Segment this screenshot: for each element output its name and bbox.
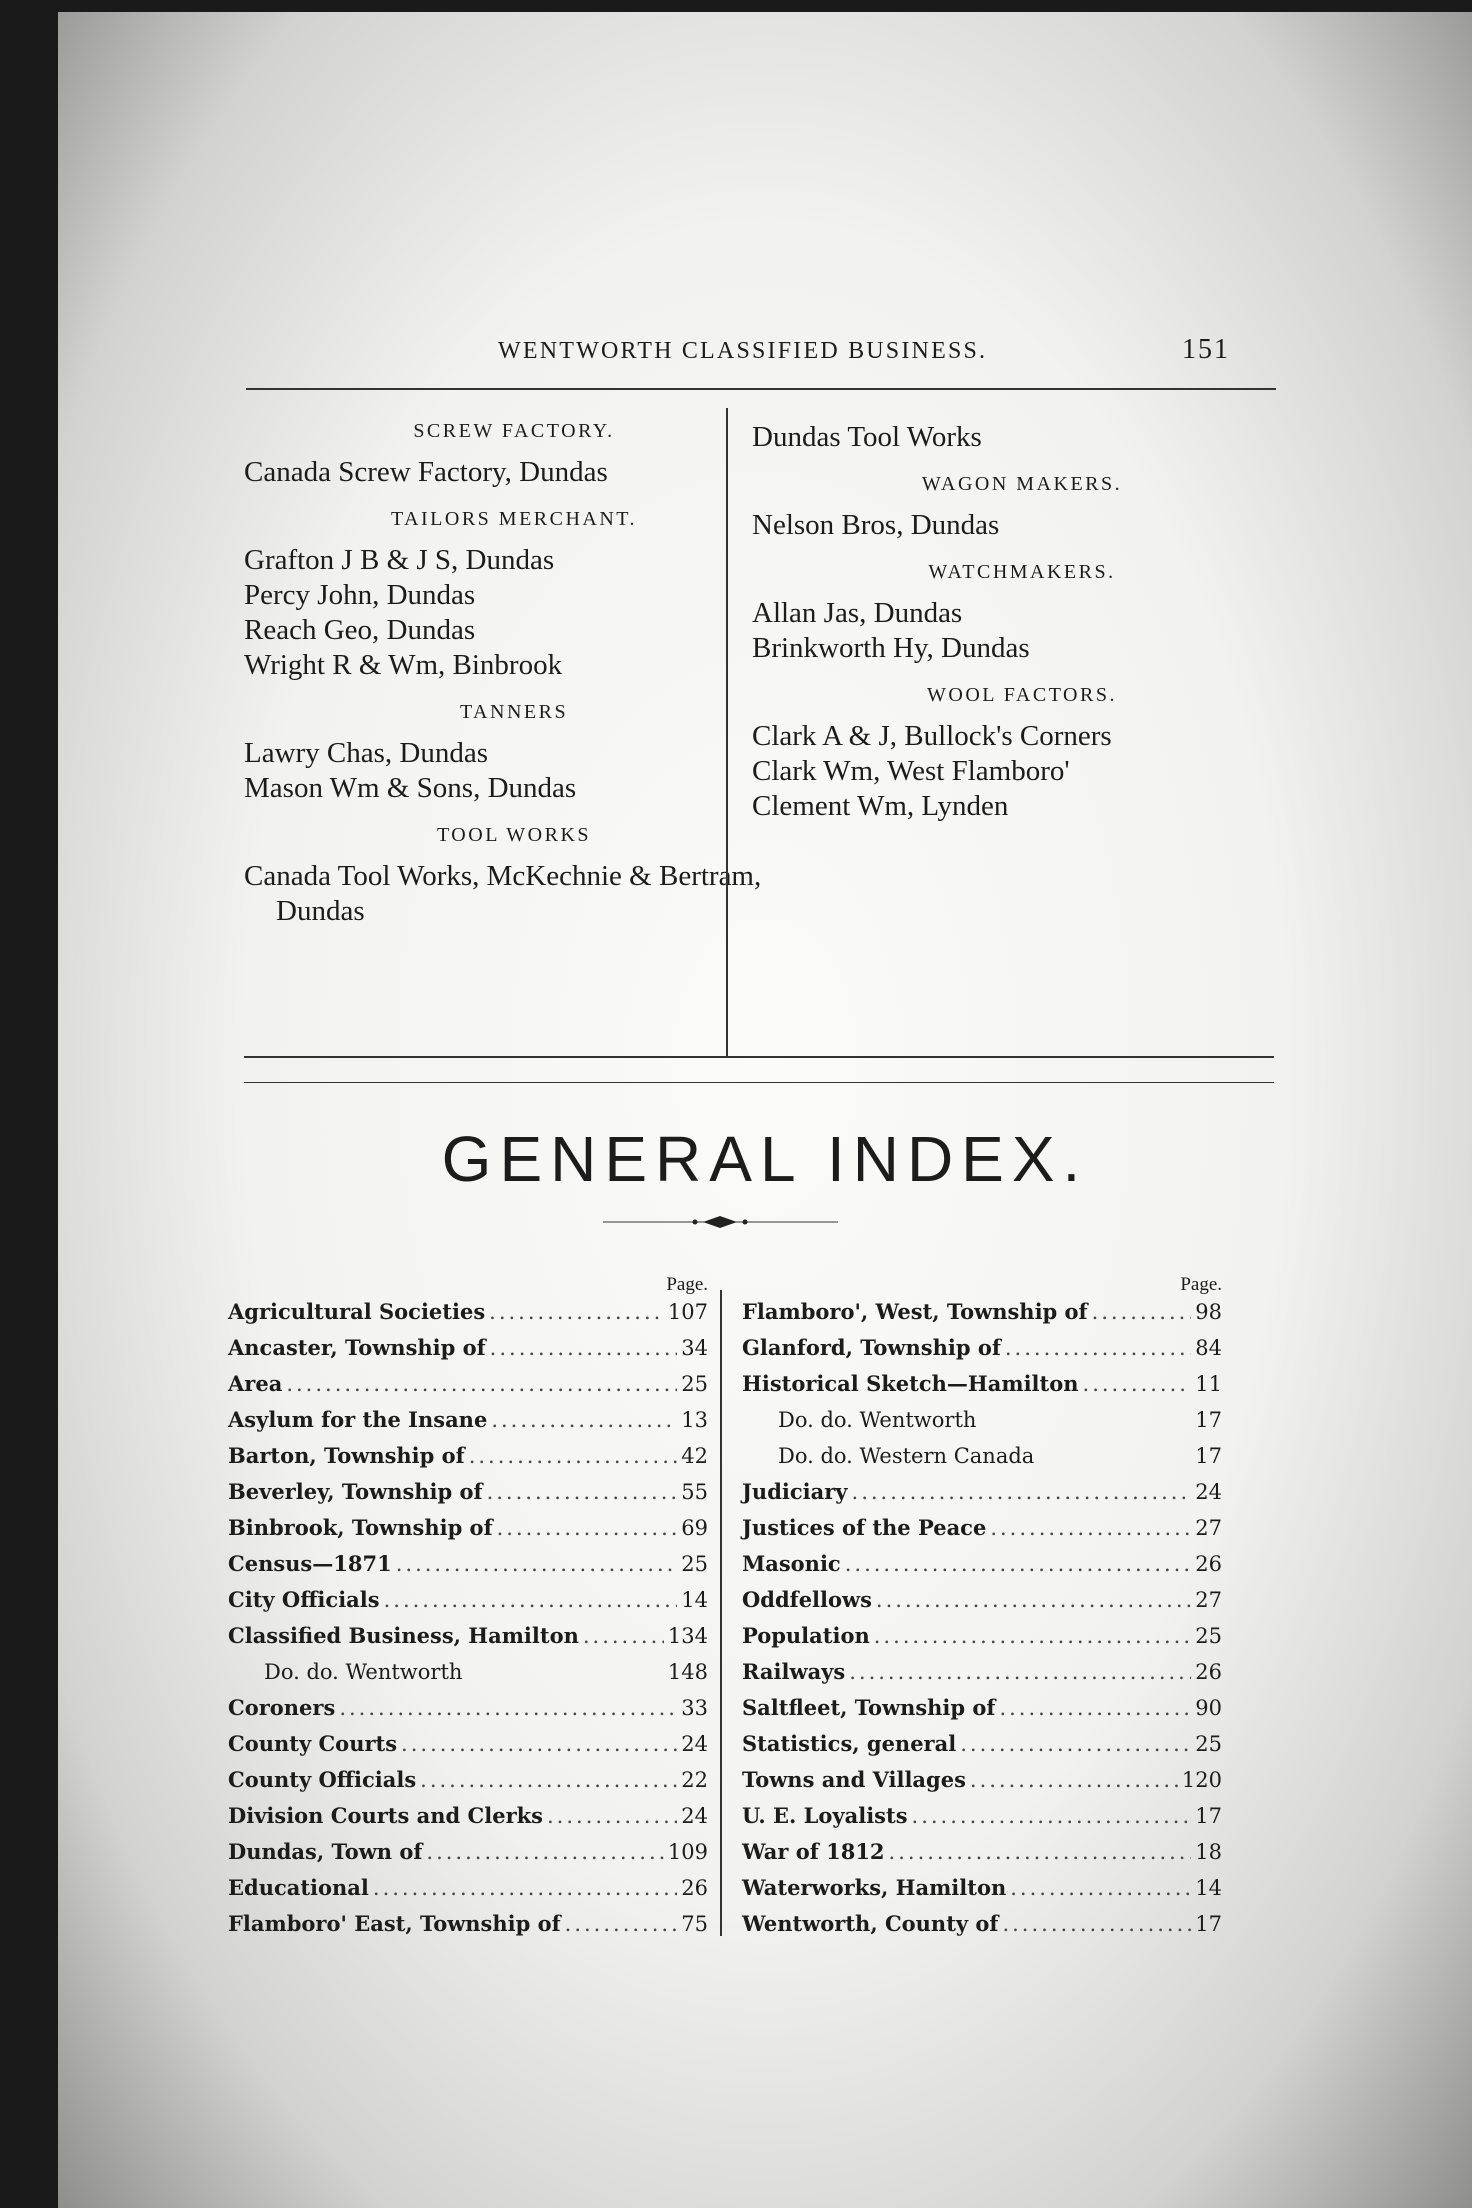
index-entry-label: Waterworks, Hamilton bbox=[742, 1875, 1007, 1900]
book-page bbox=[58, 12, 1472, 2208]
index-entry-label: Statistics, general bbox=[742, 1731, 957, 1756]
dot-leader bbox=[426, 1834, 664, 1870]
business-column-left bbox=[244, 420, 784, 929]
index-entry-label: Flamboro' East, Township of bbox=[228, 1911, 561, 1936]
dot-leader bbox=[960, 1726, 1191, 1762]
index-entry-label: Glanford, Township of bbox=[742, 1335, 1001, 1360]
index-entry-page: 14 bbox=[1195, 1876, 1222, 1900]
dot-leader bbox=[489, 1294, 664, 1330]
index-entry bbox=[228, 1906, 708, 1942]
index-entry-page: 14 bbox=[681, 1588, 708, 1612]
index-title: GENERAL INDEX. bbox=[441, 1123, 1089, 1195]
index-entry-page: 120 bbox=[1181, 1768, 1222, 1792]
index-column-right bbox=[742, 1274, 1222, 1942]
index-entry-label: Do. do. Wentworth bbox=[264, 1660, 463, 1684]
index-entry-page: 25 bbox=[681, 1552, 708, 1576]
index-entry bbox=[228, 1366, 708, 1402]
index-entry-label: Towns and Villages bbox=[742, 1767, 966, 1792]
header-rule bbox=[246, 388, 1276, 390]
index-entry bbox=[228, 1654, 708, 1690]
business-entry: Canada Tool Works, McKechnie & Bertram, Dundas bbox=[244, 860, 762, 927]
index-entry-label: Coroners bbox=[228, 1695, 336, 1720]
business-entry: Lawry Chas, Dundas bbox=[244, 737, 489, 769]
index-entry-page: 33 bbox=[681, 1696, 708, 1720]
index-entry bbox=[228, 1582, 708, 1618]
index-entry-page: 34 bbox=[681, 1336, 708, 1360]
dot-leader bbox=[852, 1474, 1192, 1510]
page-header bbox=[298, 332, 1232, 376]
index-entry bbox=[228, 1834, 708, 1870]
index-entry-label: Ancaster, Township of bbox=[228, 1335, 486, 1360]
index-entry-page: 55 bbox=[681, 1480, 708, 1504]
index-entry-label: Masonic bbox=[742, 1551, 841, 1576]
index-entry-label: Area bbox=[228, 1371, 283, 1396]
index-entry bbox=[742, 1906, 1222, 1942]
index-entry bbox=[742, 1510, 1222, 1546]
category-heading-tool-works: TOOL WORKS bbox=[436, 824, 592, 846]
dot-leader bbox=[469, 1438, 678, 1474]
dot-leader bbox=[490, 1330, 678, 1366]
dot-leader bbox=[1092, 1294, 1192, 1330]
business-entry: Clark A & J, Bullock's Corners bbox=[752, 720, 1112, 752]
index-entry-page: 27 bbox=[1195, 1516, 1222, 1540]
index-entry-page: 26 bbox=[1195, 1552, 1222, 1576]
index-entry bbox=[742, 1294, 1222, 1330]
index-entry-page: 26 bbox=[1195, 1660, 1222, 1684]
dot-leader bbox=[1002, 1906, 1191, 1942]
index-entry-page: 98 bbox=[1195, 1300, 1222, 1324]
index-entry-page: 17 bbox=[1195, 1444, 1222, 1468]
index-entry-label: Agricultural Societies bbox=[228, 1299, 486, 1324]
dot-leader bbox=[565, 1906, 678, 1942]
business-entry: Nelson Bros, Dundas bbox=[752, 509, 1000, 541]
business-column-right bbox=[752, 420, 1292, 824]
index-entry-label: U. E. Loyalists bbox=[742, 1803, 908, 1828]
index-entry bbox=[742, 1654, 1222, 1690]
section-rule bbox=[244, 1056, 1274, 1058]
index-entry bbox=[742, 1690, 1222, 1726]
dot-leader bbox=[420, 1762, 677, 1798]
index-entry bbox=[228, 1546, 708, 1582]
index-entry bbox=[228, 1474, 708, 1510]
index-entry-label: Oddfellows bbox=[742, 1587, 872, 1612]
business-entry: Clement Wm, Lynden bbox=[752, 790, 1009, 822]
index-entry bbox=[742, 1582, 1222, 1618]
index-entry-page: 17 bbox=[1195, 1912, 1222, 1936]
index-entry bbox=[742, 1762, 1222, 1798]
index-entry bbox=[742, 1474, 1222, 1510]
column-divider bbox=[726, 408, 728, 1056]
index-entry-label: Barton, Township of bbox=[228, 1443, 465, 1468]
dot-leader bbox=[396, 1546, 678, 1582]
index-entry-label: Flamboro', West, Township of bbox=[742, 1299, 1088, 1324]
index-entry-label: Dundas, Town of bbox=[228, 1839, 423, 1864]
index-entry-page: 25 bbox=[1195, 1624, 1222, 1648]
index-entry-page: 18 bbox=[1195, 1840, 1222, 1864]
index-entry bbox=[228, 1294, 708, 1330]
index-entry bbox=[742, 1798, 1222, 1834]
dot-leader bbox=[547, 1798, 677, 1834]
index-column-left bbox=[228, 1274, 708, 1942]
page-number: 151 bbox=[1182, 334, 1230, 365]
dot-leader bbox=[401, 1726, 677, 1762]
ornament-icon bbox=[603, 1214, 838, 1230]
index-entry-page: 90 bbox=[1195, 1696, 1222, 1720]
dot-leader bbox=[876, 1582, 1191, 1618]
index-entry bbox=[228, 1798, 708, 1834]
index-entry-label: Asylum for the Insane bbox=[228, 1407, 488, 1432]
index-entry bbox=[742, 1366, 1222, 1402]
section-rule-thin bbox=[244, 1082, 1274, 1083]
index-entry bbox=[742, 1438, 1222, 1474]
index-entry-page: 84 bbox=[1195, 1336, 1222, 1360]
index-entry-label: Do. do. Wentworth bbox=[778, 1408, 977, 1432]
category-heading-watchmakers: WATCHMAKERS. bbox=[928, 561, 1116, 583]
page-column-header: Page. bbox=[666, 1274, 708, 1295]
index-entry-page: 17 bbox=[1195, 1408, 1222, 1432]
index-entry-label: Classified Business, Hamilton bbox=[228, 1623, 579, 1648]
running-title: WENTWORTH CLASSIFIED BUSINESS. bbox=[498, 338, 988, 364]
dot-leader bbox=[999, 1690, 1191, 1726]
index-entry-label: Do. do. Western Canada bbox=[778, 1444, 1035, 1468]
index-entry-page: 134 bbox=[667, 1624, 708, 1648]
index-entry-page: 25 bbox=[1195, 1732, 1222, 1756]
dot-leader bbox=[849, 1654, 1191, 1690]
index-entry-page: 22 bbox=[681, 1768, 708, 1792]
business-entry: Mason Wm & Sons, Dundas bbox=[244, 772, 577, 804]
index-entry-label: Railways bbox=[742, 1659, 846, 1684]
index-entry bbox=[228, 1438, 708, 1474]
index-entry bbox=[228, 1726, 708, 1762]
index-entry-page: 109 bbox=[667, 1840, 708, 1864]
index-entry bbox=[742, 1618, 1222, 1654]
page-column-header: Page. bbox=[1180, 1274, 1222, 1295]
category-heading-wool-factors: WOOL FACTORS. bbox=[927, 684, 1117, 706]
category-heading-tanners: TANNERS bbox=[459, 701, 569, 723]
dot-leader bbox=[583, 1618, 664, 1654]
index-entry-label: Justices of the Peace bbox=[742, 1515, 987, 1540]
dot-leader bbox=[384, 1582, 678, 1618]
index-entry-page: 25 bbox=[681, 1372, 708, 1396]
index-entry bbox=[228, 1402, 708, 1438]
business-entry: Clark Wm, West Flamboro' bbox=[752, 755, 1070, 787]
dot-leader bbox=[889, 1834, 1192, 1870]
category-heading-wagon-makers: WAGON MAKERS. bbox=[921, 473, 1123, 495]
business-entry: Dundas Tool Works bbox=[752, 421, 982, 453]
dot-leader bbox=[339, 1690, 677, 1726]
business-entry: Wright R & Wm, Binbrook bbox=[244, 649, 563, 681]
index-entry-page: 27 bbox=[1195, 1588, 1222, 1612]
business-entry: Percy John, Dundas bbox=[244, 579, 476, 611]
index-entry-label: Educational bbox=[228, 1875, 369, 1900]
index-entry-label: Division Courts and Clerks bbox=[228, 1803, 543, 1828]
index-entry-label: Beverley, Township of bbox=[228, 1479, 483, 1504]
business-entry: Reach Geo, Dundas bbox=[244, 614, 476, 646]
dot-leader bbox=[1005, 1330, 1191, 1366]
business-entry: Canada Screw Factory, Dundas bbox=[244, 456, 608, 488]
index-entry-label: County Officials bbox=[228, 1767, 417, 1792]
index-entry-page: 148 bbox=[667, 1660, 708, 1684]
dot-leader bbox=[491, 1402, 677, 1438]
index-entry-page: 75 bbox=[681, 1912, 708, 1936]
business-entry: Allan Jas, Dundas bbox=[752, 597, 963, 629]
index-entry-label: Saltfleet, Township of bbox=[742, 1695, 996, 1720]
index-column-divider bbox=[720, 1290, 722, 1936]
index-entry-page: 11 bbox=[1195, 1372, 1222, 1396]
dot-leader bbox=[912, 1798, 1192, 1834]
dot-leader bbox=[373, 1870, 677, 1906]
index-entry bbox=[228, 1510, 708, 1546]
business-entry: Grafton J B & J S, Dundas bbox=[244, 544, 555, 576]
dot-leader bbox=[874, 1618, 1192, 1654]
index-entry bbox=[228, 1330, 708, 1366]
index-entry-label: City Officials bbox=[228, 1587, 380, 1612]
index-entry-page: 24 bbox=[681, 1804, 708, 1828]
category-heading-screw-factory: SCREW FACTORY. bbox=[413, 420, 615, 442]
index-entry-label: War of 1812 bbox=[742, 1839, 885, 1864]
dot-leader bbox=[497, 1510, 678, 1546]
index-entry-page: 69 bbox=[681, 1516, 708, 1540]
dot-leader bbox=[990, 1510, 1191, 1546]
index-entry bbox=[228, 1618, 708, 1654]
index-entry bbox=[742, 1330, 1222, 1366]
index-entry bbox=[742, 1402, 1222, 1438]
index-entry-page: 107 bbox=[667, 1300, 708, 1324]
index-entry bbox=[742, 1870, 1222, 1906]
index-entry-label: Binbrook, Township of bbox=[228, 1515, 493, 1540]
dot-leader bbox=[487, 1474, 678, 1510]
dot-leader bbox=[1010, 1870, 1191, 1906]
dot-leader bbox=[970, 1762, 1178, 1798]
business-entry: Brinkworth Hy, Dundas bbox=[752, 632, 1030, 664]
index-entry bbox=[228, 1690, 708, 1726]
index-entry bbox=[742, 1834, 1222, 1870]
index-entry-label: Judiciary bbox=[742, 1479, 848, 1504]
dot-leader bbox=[1083, 1366, 1192, 1402]
index-entry bbox=[742, 1546, 1222, 1582]
index-entry-page: 13 bbox=[681, 1408, 708, 1432]
index-entry-label: Population bbox=[742, 1623, 870, 1648]
dot-leader bbox=[845, 1546, 1192, 1582]
index-entry bbox=[742, 1726, 1222, 1762]
index-entry-label: Historical Sketch—Hamilton bbox=[742, 1371, 1079, 1396]
index-entry-page: 17 bbox=[1195, 1804, 1222, 1828]
dot-leader bbox=[286, 1366, 677, 1402]
index-entry-label: County Courts bbox=[228, 1731, 398, 1756]
index-entry-label: Wentworth, County of bbox=[742, 1911, 999, 1936]
index-entry-page: 24 bbox=[681, 1732, 708, 1756]
category-heading-tailors-merchant: TAILORS MERCHANT. bbox=[390, 508, 638, 530]
index-entry bbox=[228, 1870, 708, 1906]
index-entry-page: 26 bbox=[681, 1876, 708, 1900]
index-entry bbox=[228, 1762, 708, 1798]
index-entry-page: 42 bbox=[681, 1444, 708, 1468]
index-entry-label: Census—1871 bbox=[228, 1551, 392, 1576]
index-entry-page: 24 bbox=[1195, 1480, 1222, 1504]
